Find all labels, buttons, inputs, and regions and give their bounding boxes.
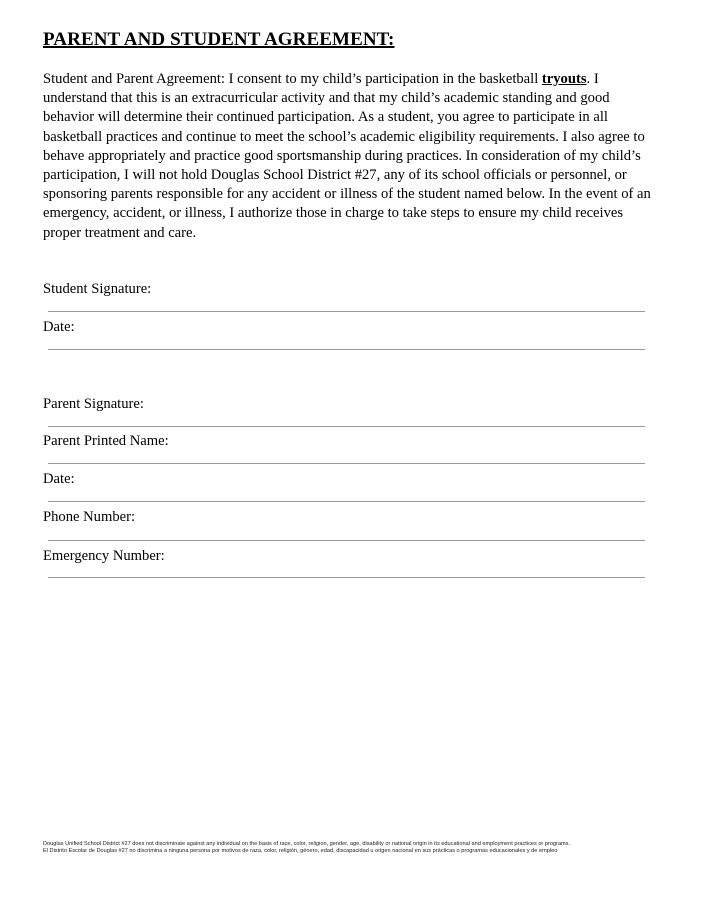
agreement-line: emergency, accident, or illness, I authorize those in charge to take steps to ensure my child receives xyxy=(43,205,624,222)
agreement-line: proper treatment and care. xyxy=(43,224,197,241)
emergency-number-line[interactable] xyxy=(48,577,645,578)
emergency-number-label: Emergency Number: xyxy=(43,548,165,564)
footer-spanish: El Distrito Escolar de Douglas #27 no discrimina a ninguna persona por motivos de raza, color, religión, género, edad, discapacidad u origen nacional en sus prácticas o programas educacionales y de empleo xyxy=(43,848,558,854)
agreement-line: basketball practices and continue to meet the school’s academic eligibility requirements. I also agree to xyxy=(43,128,645,145)
agreement-paragraph xyxy=(43,70,663,243)
student-date-label: Date: xyxy=(43,319,75,335)
nondiscrimination-footer xyxy=(43,841,663,855)
agreement-line: behavior will determine their continued participation. As a student, you agree to participate in all xyxy=(43,109,608,126)
agreement-line: understand that this is an extracurricular activity and that my child’s academic standing and good xyxy=(43,90,610,107)
parent-date-line[interactable] xyxy=(48,501,645,502)
agreement-line: sponsoring parents responsible for any accident or illness of the student named below. In the event of an xyxy=(43,186,651,203)
parent-signature-line[interactable] xyxy=(48,426,645,427)
footer-english: Douglas Unified School District #27 does not discriminate against any individual on the basis of race, color, religion, gender, age, disability or national origin in its educational and employment practices or programs. xyxy=(43,841,571,847)
page-title: PARENT AND STUDENT AGREEMENT: xyxy=(43,29,395,50)
agreement-line xyxy=(43,70,663,89)
agreement-line: participation, I will not hold Douglas School District #27, any of its school officials or personnel, or xyxy=(43,167,627,184)
parent-printed-name-label: Parent Printed Name: xyxy=(43,433,169,449)
parent-printed-name-line[interactable] xyxy=(48,463,645,464)
phone-number-line[interactable] xyxy=(48,540,645,541)
student-signature-line[interactable] xyxy=(48,311,645,312)
agreement-text: Student and Parent Agreement: I consent to my child’s participation in the basketball xyxy=(43,71,542,87)
parent-signature-label: Parent Signature: xyxy=(43,396,144,412)
student-signature-label: Student Signature: xyxy=(43,281,152,297)
phone-number-label: Phone Number: xyxy=(43,509,136,525)
agreement-text: . I xyxy=(586,71,599,87)
tryouts-emphasis: tryouts xyxy=(541,71,587,87)
student-date-line[interactable] xyxy=(48,349,645,350)
parent-date-label: Date: xyxy=(43,471,75,487)
agreement-line: behave appropriately and practice good sportsmanship during practices. In consideration of my child’s xyxy=(43,147,641,164)
